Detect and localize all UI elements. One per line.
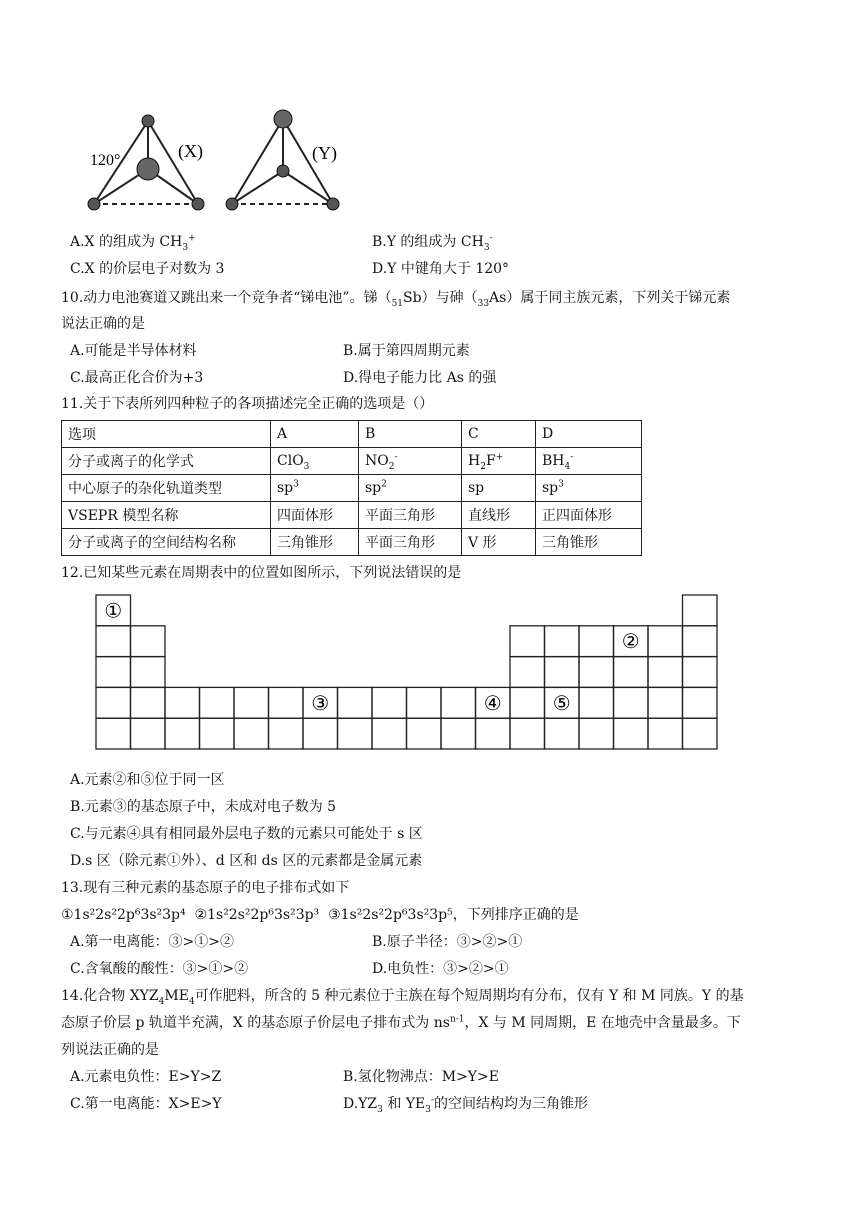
periodic-cell — [579, 687, 614, 718]
periodic-cell — [96, 657, 131, 688]
table-cell: 三角锥形 — [536, 529, 642, 556]
q12-option-a: A.元素②和⑤位于同一区 — [70, 772, 225, 788]
periodic-cell — [269, 718, 304, 749]
periodic-cell — [338, 687, 373, 718]
periodic-table-diagram — [88, 592, 728, 752]
q10-option-d: D.得电子能力比 As 的强 — [343, 370, 497, 386]
periodic-cell — [96, 718, 131, 749]
q14-option-a: A.元素电负性：E>Y>Z — [70, 1069, 222, 1085]
periodic-cell — [510, 626, 545, 657]
element-marker: ③ — [311, 690, 330, 715]
periodic-cell — [131, 626, 166, 657]
q10-option-b: B.属于第四周期元素 — [343, 343, 470, 359]
q12-option-c: C.与元素④具有相同最外层电子数的元素只可能处于 s 区 — [70, 826, 423, 842]
table-cell: 平面三角形 — [359, 529, 462, 556]
table-cell: $sp^3$ — [536, 475, 642, 502]
row-label: 分子或离子的化学式 — [62, 448, 271, 475]
q10-option-c: C.最高正化合价为+3 — [70, 370, 204, 386]
q9-option-d: D.Y 中键角大于 120° — [372, 261, 510, 277]
periodic-cell — [96, 626, 131, 657]
periodic-cell — [372, 687, 407, 718]
q14-stem-line3: 列说法正确的是 — [61, 1042, 159, 1058]
q10-option-a: A.可能是半导体材料 — [70, 343, 197, 359]
periodic-cell — [545, 657, 580, 688]
q11-table — [61, 420, 642, 556]
q10-stem-line1: 10.动力电池赛道又跳出来一个竞争者“锑电池”。锑$(_{51}Sb)$与砷$(_{33}As)$属于同主族元素，下列关于锑元素 — [61, 290, 731, 309]
q11-stem: 11.关于下表所列四种粒子的各项描述完全正确的选项是（） — [61, 396, 434, 412]
periodic-cell — [200, 687, 235, 718]
periodic-cell — [683, 657, 718, 688]
table-cell: $H_2F^+$ — [462, 448, 536, 475]
periodic-cell — [441, 718, 476, 749]
q13-option-a: A.第一电离能：③>①>② — [70, 934, 235, 950]
table-row — [62, 502, 642, 529]
periodic-cell — [683, 595, 718, 626]
element-marker: ① — [104, 598, 123, 623]
table-header-row — [62, 421, 642, 448]
periodic-cell — [338, 718, 373, 749]
periodic-cell — [614, 657, 649, 688]
q9-option-a: A.X 的组成为 $CH_3^+$ — [70, 233, 196, 253]
periodic-cell — [579, 626, 614, 657]
periodic-cell — [476, 718, 511, 749]
table-row — [62, 475, 642, 502]
table-cell: 平面三角形 — [359, 502, 462, 529]
row-label: 分子或离子的空间结构名称 — [62, 529, 271, 556]
q10-stem-line2: 说法正确的是 — [61, 316, 145, 332]
table-header-cell: 选项 — [62, 421, 271, 448]
periodic-cell — [545, 718, 580, 749]
q13-configs: ①1s²2s²2p⁶3s²3p⁴ ②1s²2s²2p⁶3s²3p³ ③1s²2s²2p⁶3s²3p⁵，下列排序正确的是 — [61, 907, 579, 923]
element-marker: ④ — [483, 690, 502, 715]
q13-stem: 13.现有三种元素的基态原子的电子排布式如下 — [61, 880, 350, 896]
mol-y-label: (Y) — [312, 143, 337, 163]
periodic-cell — [545, 626, 580, 657]
periodic-cell — [234, 718, 269, 749]
mol-x-label: (X) — [178, 141, 203, 161]
periodic-cell — [165, 687, 200, 718]
element-marker: ⑤ — [552, 690, 571, 715]
periodic-cell — [131, 687, 166, 718]
table-header-cell: B — [359, 421, 462, 448]
periodic-cell — [372, 718, 407, 749]
periodic-cell — [614, 718, 649, 749]
table-cell: ClO$_3$ — [271, 448, 359, 475]
table-cell: $BH_4^-$ — [536, 448, 642, 475]
q12-stem: 12.已知某些元素在周期表中的位置如图所示，下列说法错误的是 — [61, 565, 462, 581]
periodic-cell — [303, 718, 338, 749]
q12-option-b: B.元素③的基态原子中，未成对电子数为 5 — [70, 799, 337, 815]
periodic-cell — [648, 657, 683, 688]
q14-stem-line2: 态原子价层 p 轨道半充满，X 的基态原子价层电子排布式为 $ns^{n-1}$，X 与 M 同周期，E 在地壳中含量最多。下 — [61, 1014, 741, 1031]
periodic-cell — [441, 687, 476, 718]
q13-option-b: B.原子半径：③>②>① — [372, 934, 523, 950]
periodic-cell — [614, 687, 649, 718]
row-label: 中心原子的杂化轨道类型 — [62, 475, 271, 502]
periodic-cell — [407, 687, 442, 718]
periodic-cell — [683, 626, 718, 657]
periodic-cell — [510, 687, 545, 718]
periodic-cell — [131, 718, 166, 749]
q12-option-d: D.s 区（除元素①外）、d 区和 ds 区的元素都是金属元素 — [70, 853, 423, 869]
periodic-cell — [510, 657, 545, 688]
periodic-cell — [683, 687, 718, 718]
table-header-cell: D — [536, 421, 642, 448]
q13-option-d: D.电负性：③>②>① — [372, 961, 509, 977]
table-row — [62, 448, 642, 475]
table-cell: 三角锥形 — [271, 529, 359, 556]
q14-option-b: B.氢化物沸点：M>Y>E — [343, 1069, 499, 1085]
periodic-cell — [269, 687, 304, 718]
periodic-cell — [510, 718, 545, 749]
periodic-cell — [683, 718, 718, 749]
table-cell: 四面体形 — [271, 502, 359, 529]
molecule-diagram — [82, 105, 382, 215]
table-cell: $sp^3$ — [271, 475, 359, 502]
table-cell: sp — [462, 475, 536, 502]
angle-label: 120° — [90, 152, 121, 169]
periodic-cell — [648, 626, 683, 657]
q14-option-d: $D.YZ_3$ 和 $YE_3^-$的空间结构均为三角锥形 — [343, 1095, 589, 1115]
table-header-cell: A — [271, 421, 359, 448]
row-label: VSEPR 模型名称 — [62, 502, 271, 529]
q9-option-b: B.Y 的组成为 $CH_3^-$ — [372, 233, 493, 253]
table-cell: $NO_2^-$ — [359, 448, 462, 475]
periodic-cell — [96, 687, 131, 718]
periodic-cell — [579, 718, 614, 749]
q13-option-c: C.含氧酸的酸性：③>①>② — [70, 961, 249, 977]
periodic-cell — [131, 657, 166, 688]
table-cell: V 形 — [462, 529, 536, 556]
element-marker: ② — [621, 629, 640, 654]
table-row — [62, 529, 642, 556]
periodic-cell — [407, 718, 442, 749]
periodic-cell — [648, 718, 683, 749]
table-header-cell: C — [462, 421, 536, 448]
periodic-cell — [234, 687, 269, 718]
periodic-cell — [579, 657, 614, 688]
table-cell: $sp^2$ — [359, 475, 462, 502]
table-cell: 正四面体形 — [536, 502, 642, 529]
periodic-cell — [648, 687, 683, 718]
q14-stem-line1: 14.化合物 $XYZ_4ME_4$可作肥料，所含的 5 种元素位于主族在每个短周期均有分布，仅有 Y 和 M 同族。Y 的基 — [61, 988, 744, 1007]
table-cell: 直线形 — [462, 502, 536, 529]
q14-option-c: C.第一电离能：X>E>Y — [70, 1096, 222, 1112]
periodic-cell — [165, 718, 200, 749]
q9-option-c: C.X 的价层电子对数为 3 — [70, 261, 225, 277]
periodic-cell — [200, 718, 235, 749]
